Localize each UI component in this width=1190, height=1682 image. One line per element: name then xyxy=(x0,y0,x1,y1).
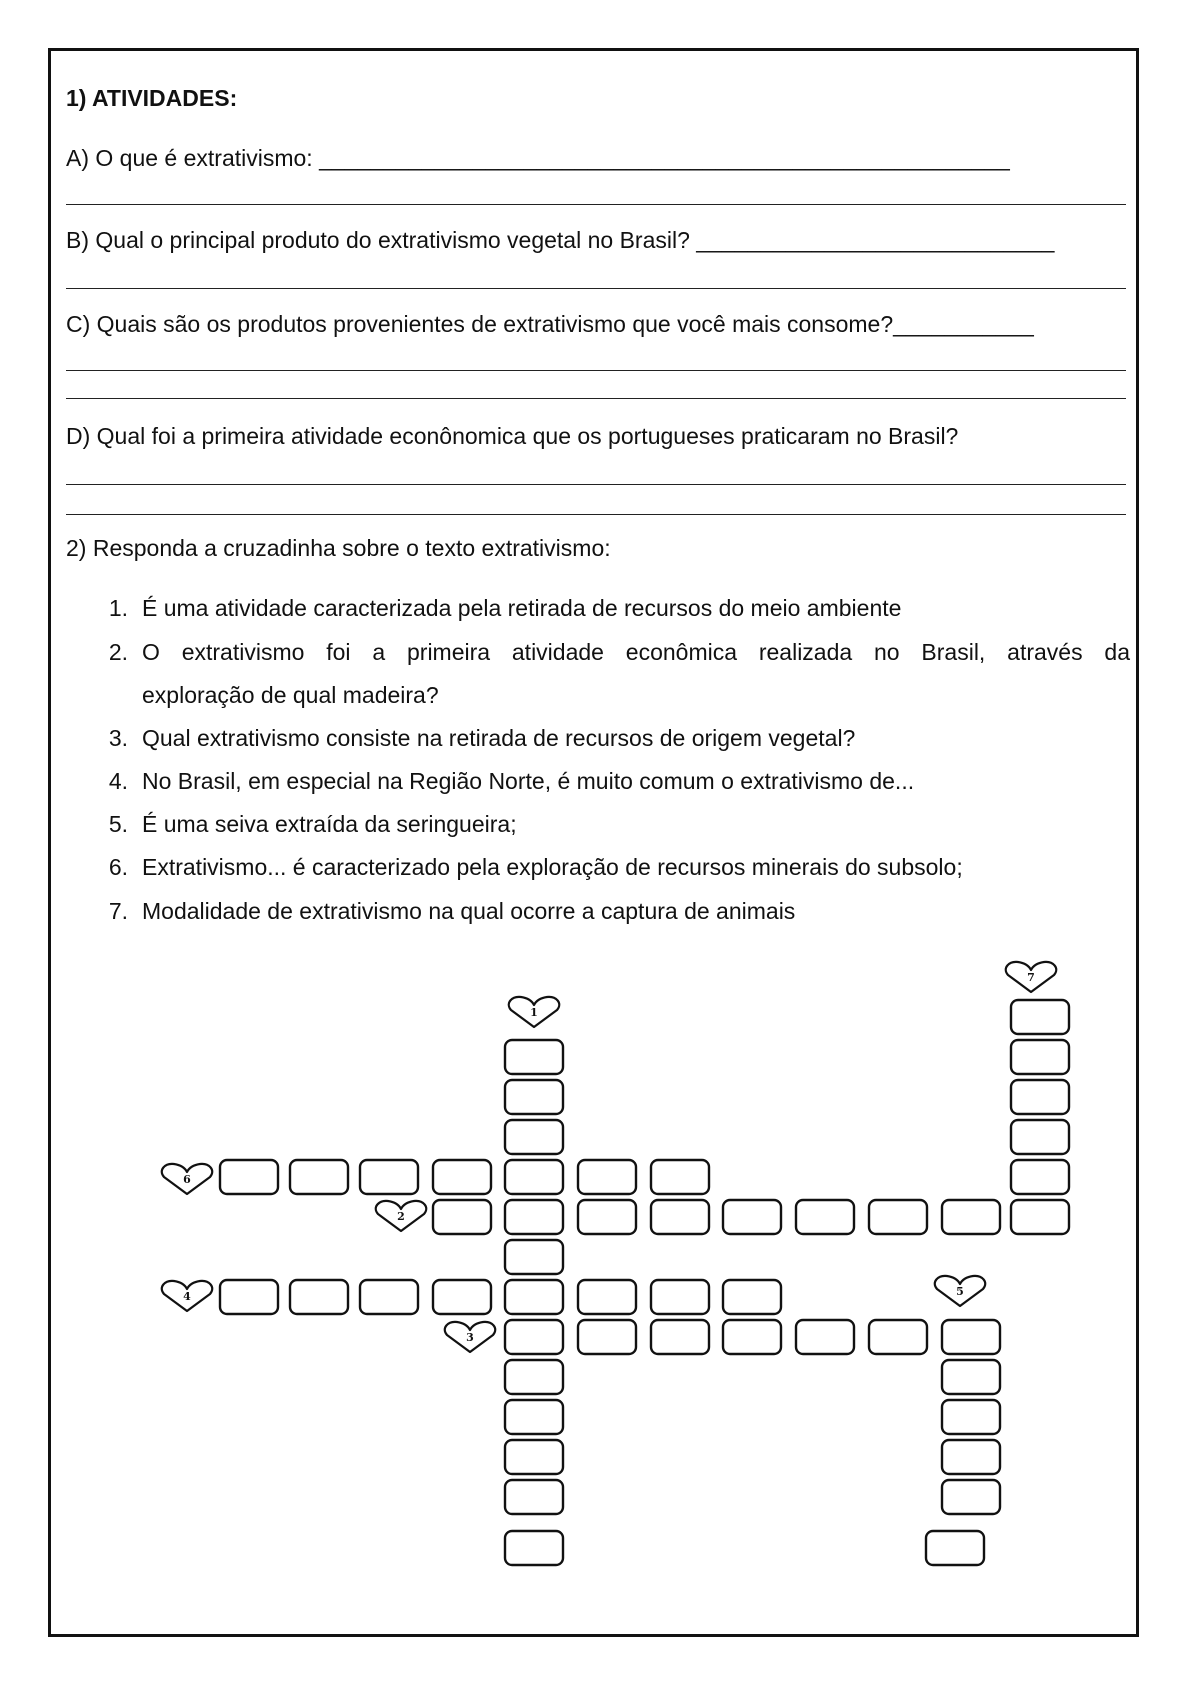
crossword-cell[interactable] xyxy=(942,1480,1000,1514)
crossword-cell[interactable] xyxy=(505,1320,563,1354)
crossword-cell[interactable] xyxy=(651,1200,709,1234)
crossword-cell[interactable] xyxy=(578,1160,636,1194)
clue-6-text: Extrativismo... é caracterizado pela exploração de recursos minerais do subsolo; xyxy=(142,854,963,880)
clue-5-number: 5. xyxy=(108,811,128,837)
crossword-cell[interactable] xyxy=(1011,1000,1069,1034)
section2-title: 2) Responda a cruzadinha sobre o texto extrativismo: xyxy=(66,535,611,561)
clue-3-number: 3. xyxy=(108,725,128,751)
clue-1-number: 1. xyxy=(108,595,128,621)
crossword-cell[interactable] xyxy=(505,1360,563,1394)
crossword-cell[interactable] xyxy=(505,1080,563,1114)
clue-7-text: Modalidade de extrativismo na qual ocorre a captura de animais xyxy=(142,898,796,924)
crossword-cell[interactable] xyxy=(505,1160,563,1194)
clue-4-number: 4. xyxy=(108,768,128,794)
heart-marker-5 xyxy=(935,1276,985,1306)
crossword-cell[interactable] xyxy=(360,1160,418,1194)
crossword-cell[interactable] xyxy=(578,1280,636,1314)
crossword-cell[interactable] xyxy=(433,1160,491,1194)
heart-number: 2 xyxy=(397,1210,405,1223)
clue-2-text: O extrativismo foi a primeira atividade econômica realizada no Brasil, através da xyxy=(142,639,1130,665)
crossword-cell[interactable] xyxy=(1011,1080,1069,1114)
heart-marker-4 xyxy=(162,1281,212,1311)
crossword-cell[interactable] xyxy=(942,1360,1000,1394)
question-b: B) Qual o principal produto do extrativismo vegetal no Brasil? ____________________________ xyxy=(66,227,1055,253)
crossword-cell[interactable] xyxy=(1011,1040,1069,1074)
question-a: A) O que é extrativismo: ______________________________________________________ xyxy=(66,145,1010,171)
section1-title: 1) ATIVIDADES: xyxy=(66,85,238,111)
crossword-cell[interactable] xyxy=(869,1320,927,1354)
crossword-cell[interactable] xyxy=(360,1280,418,1314)
clue-5-text: É uma seiva extraída da seringueira; xyxy=(142,811,517,837)
heart-number: 7 xyxy=(1027,971,1035,984)
clue-7-number: 7. xyxy=(108,898,128,924)
clue-3-text: Qual extrativismo consiste na retirada de recursos de origem vegetal? xyxy=(142,725,856,751)
crossword-cell[interactable] xyxy=(578,1200,636,1234)
crossword-cell[interactable] xyxy=(651,1280,709,1314)
crossword-cell[interactable] xyxy=(869,1200,927,1234)
crossword-cell[interactable] xyxy=(505,1240,563,1274)
heart-number: 4 xyxy=(183,1290,191,1303)
crossword-cell[interactable] xyxy=(796,1320,854,1354)
crossword-cell[interactable] xyxy=(578,1320,636,1354)
crossword-cell[interactable] xyxy=(942,1320,1000,1354)
crossword-cell[interactable] xyxy=(723,1200,781,1234)
crossword-cell[interactable] xyxy=(505,1440,563,1474)
heart-number: 6 xyxy=(183,1173,191,1186)
crossword-cell[interactable] xyxy=(1011,1200,1069,1234)
crossword-cell[interactable] xyxy=(433,1280,491,1314)
crossword-cell[interactable] xyxy=(505,1120,563,1154)
heart-number: 5 xyxy=(956,1285,964,1298)
crossword-cell[interactable] xyxy=(505,1480,563,1514)
crossword-cell[interactable] xyxy=(290,1160,348,1194)
heart-marker-6 xyxy=(162,1164,212,1194)
crossword-cell[interactable] xyxy=(651,1320,709,1354)
crossword-cell[interactable] xyxy=(723,1280,781,1314)
crossword-cell[interactable] xyxy=(942,1400,1000,1434)
crossword-cell[interactable] xyxy=(651,1160,709,1194)
crossword-cell[interactable] xyxy=(1011,1160,1069,1194)
crossword-cell[interactable] xyxy=(505,1400,563,1434)
crossword-cell[interactable] xyxy=(942,1200,1000,1234)
heart-number: 1 xyxy=(530,1006,538,1019)
clue-2-number: 2. xyxy=(108,639,128,665)
crossword-cell[interactable] xyxy=(926,1531,984,1565)
crossword-cell[interactable] xyxy=(505,1280,563,1314)
heart-marker-3 xyxy=(445,1322,495,1352)
clue-6-number: 6. xyxy=(108,854,128,880)
heart-marker-7 xyxy=(1006,962,1056,992)
clue-2-text-continued: exploração de qual madeira? xyxy=(142,682,439,708)
heart-number: 3 xyxy=(466,1331,474,1344)
crossword-cell[interactable] xyxy=(433,1200,491,1234)
crossword-cell[interactable] xyxy=(942,1440,1000,1474)
crossword-cell[interactable] xyxy=(505,1531,563,1565)
clue-1-text: É uma atividade caracterizada pela retirada de recursos do meio ambiente xyxy=(142,595,902,621)
crossword-cell[interactable] xyxy=(220,1160,278,1194)
question-c: C) Quais são os produtos provenientes de extrativismo que você mais consome?___________ xyxy=(66,311,1034,337)
crossword-cell[interactable] xyxy=(796,1200,854,1234)
crossword-cell[interactable] xyxy=(505,1040,563,1074)
crossword-cell[interactable] xyxy=(290,1280,348,1314)
crossword-cell[interactable] xyxy=(723,1320,781,1354)
crossword-cell[interactable] xyxy=(505,1200,563,1234)
crossword-cell[interactable] xyxy=(220,1280,278,1314)
heart-marker-1 xyxy=(509,997,559,1027)
question-d: D) Qual foi a primeira atividade econônomica que os portugueses praticaram no Brasil? xyxy=(66,423,959,449)
crossword-cell[interactable] xyxy=(1011,1120,1069,1154)
clue-4-text: No Brasil, em especial na Região Norte, é muito comum o extrativismo de... xyxy=(142,768,915,794)
heart-marker-2 xyxy=(376,1201,426,1231)
